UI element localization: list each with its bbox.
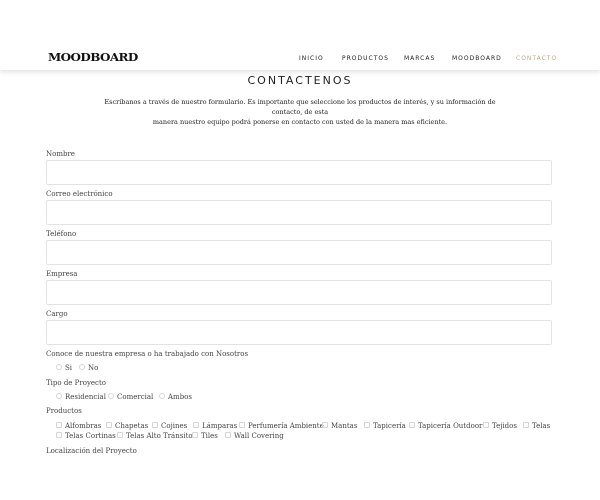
intro-line-2: manera nuestro equipo podrá ponerse en contacto con usted de la manera mas eficiente. (152, 118, 448, 126)
radio-icon[interactable] (79, 364, 85, 370)
producto-checkbox[interactable] (523, 422, 550, 430)
radio-icon[interactable] (56, 393, 62, 399)
empresa-label: Empresa (46, 270, 78, 278)
checkbox-icon[interactable] (239, 422, 245, 428)
producto-label: Tapicería Outdoor (418, 422, 483, 430)
radio-icon[interactable] (108, 393, 114, 399)
producto-checkbox[interactable] (322, 422, 357, 430)
producto-label: Mantas (331, 422, 358, 430)
nombre-input[interactable] (46, 160, 552, 185)
conoce-label: Conoce de nuestra empresa o ha trabajado con Nosotros (46, 350, 249, 358)
checkbox-icon[interactable] (152, 422, 158, 428)
producto-label: Chapetas (115, 422, 149, 430)
producto-label: Wall Covering (234, 432, 284, 440)
producto-checkbox[interactable] (56, 422, 101, 430)
tipo-label: Tipo de Proyecto (46, 379, 106, 387)
nav-productos[interactable]: PRODUCTOS (342, 55, 389, 62)
producto-label: Telas (532, 422, 551, 430)
nav-inicio[interactable]: INICIO (299, 55, 324, 62)
producto-checkbox[interactable] (192, 432, 218, 440)
nav-marcas[interactable]: MARCAS (404, 55, 436, 62)
intro-line-1: Escríbanos a través de nuestro formulario. Es importante que seleccione los productos de interés, y su información de contacto, de esta (104, 98, 496, 116)
checkbox-icon[interactable] (56, 422, 62, 428)
localizacion-label: Localización del Proyecto (46, 447, 137, 455)
tipo-option-ambos[interactable] (159, 393, 192, 401)
correo-input[interactable] (46, 200, 552, 225)
telefono-label: Teléfono (46, 230, 77, 238)
producto-checkbox[interactable] (56, 432, 116, 440)
checkbox-icon[interactable] (192, 432, 198, 438)
checkbox-icon[interactable] (364, 422, 370, 428)
tipo-option-ambos-label: Ambos (168, 393, 192, 401)
conoce-option-si[interactable] (56, 364, 72, 372)
producto-label: Telas Alto Tránsito (126, 432, 193, 440)
checkbox-icon[interactable] (483, 422, 489, 428)
producto-label: Tapicería (373, 422, 406, 430)
tipo-option-residencial-label: Residencial (65, 393, 106, 401)
nombre-label: Nombre (46, 150, 75, 158)
producto-checkbox[interactable] (152, 422, 187, 430)
checkbox-icon[interactable] (106, 422, 112, 428)
checkbox-icon[interactable] (225, 432, 231, 438)
producto-checkbox[interactable] (225, 432, 284, 440)
producto-checkbox[interactable] (106, 422, 148, 430)
nav-moodboard[interactable]: MOODBOARD (452, 55, 502, 62)
nav-contacto[interactable]: CONTACTO (516, 55, 558, 62)
conoce-option-no-label: No (88, 364, 99, 372)
producto-checkbox[interactable] (117, 432, 193, 440)
conoce-option-si-label: Si (65, 364, 73, 372)
producto-label: Alfombras (65, 422, 102, 430)
empresa-input[interactable] (46, 280, 552, 305)
checkbox-icon[interactable] (523, 422, 529, 428)
producto-checkbox[interactable] (239, 422, 324, 430)
intro-text (90, 97, 510, 127)
producto-label: Lámparas (202, 422, 238, 430)
telefono-input[interactable] (46, 240, 552, 265)
producto-checkbox[interactable] (409, 422, 482, 430)
cargo-label: Cargo (46, 310, 68, 318)
checkbox-icon[interactable] (409, 422, 415, 428)
page-title: CONTACTENOS (247, 74, 353, 87)
checkbox-icon[interactable] (193, 422, 199, 428)
checkbox-icon[interactable] (56, 432, 62, 438)
site-header (0, 0, 600, 70)
checkbox-icon[interactable] (322, 422, 328, 428)
producto-label: Cojines (161, 422, 188, 430)
checkbox-icon[interactable] (117, 432, 123, 438)
radio-icon[interactable] (56, 364, 62, 370)
cargo-input[interactable] (46, 320, 552, 345)
tipo-option-comercial-label: Comercial (117, 393, 154, 401)
productos-label: Productos (46, 407, 82, 415)
conoce-option-no[interactable] (79, 364, 98, 372)
producto-checkbox[interactable] (483, 422, 517, 430)
tipo-option-residencial[interactable] (56, 393, 106, 401)
brand-logo[interactable]: MOODBOARD (48, 50, 138, 64)
producto-label: Telas Cortinas (65, 432, 116, 440)
producto-label: Tejidos (492, 422, 517, 430)
tipo-option-comercial[interactable] (108, 393, 153, 401)
producto-label: Tiles (201, 432, 218, 440)
producto-label: Perfumería Ambiente (248, 422, 324, 430)
producto-checkbox[interactable] (364, 422, 406, 430)
correo-label: Correo electrónico (46, 190, 113, 198)
radio-icon[interactable] (159, 393, 165, 399)
producto-checkbox[interactable] (193, 422, 237, 430)
